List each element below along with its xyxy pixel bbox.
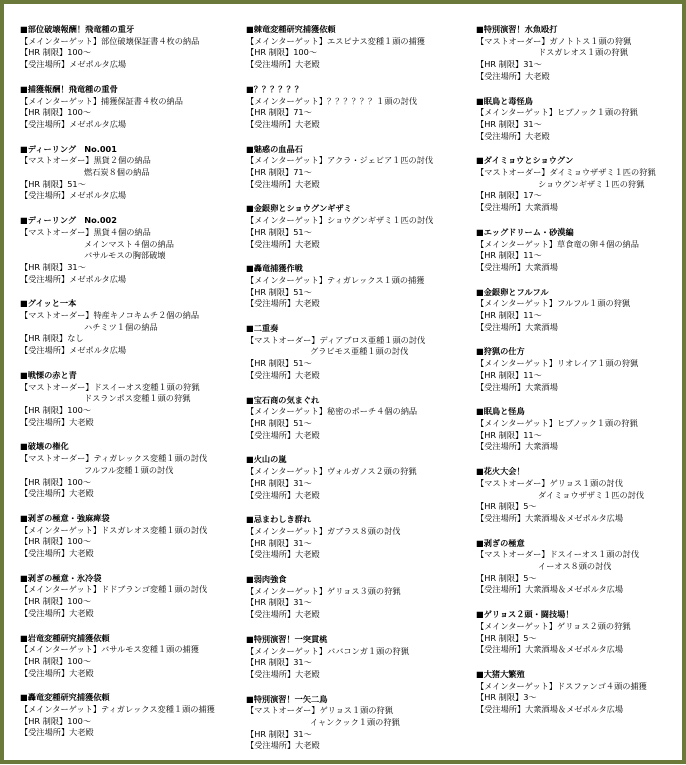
quest-detail: 【マストオーダー】ドスイーオス１頭の討伐 — [476, 549, 640, 560]
quest-entry — [246, 203, 472, 250]
quest-detail: 【マストオーダー】ゲリョス１頭の討伐 — [476, 477, 623, 488]
quest-column-3 — [476, 24, 682, 729]
quest-detail: 【HR 制限】31～ — [246, 657, 312, 668]
quest-detail: 【HR 制限】100～ — [20, 107, 92, 118]
quest-detail: 【受注場所】大衆酒場＆メゼポルタ広場 — [476, 644, 624, 655]
quest-detail: 【HR 制限】31～ — [20, 261, 86, 272]
quest-detail: 【HR 制限】17～ — [476, 190, 542, 201]
quest-detail-continued: フルフル変種１頭の討伐 — [84, 464, 174, 475]
quest-detail-continued: イャンクック１頭の狩猟 — [310, 717, 400, 728]
quest-detail: 【メインターゲット】ババコンガ１頭の狩猟 — [246, 645, 409, 656]
quest-detail: 【HR 制限】31～ — [246, 597, 312, 608]
quest-entry — [246, 634, 472, 681]
quest-detail-continued: ダイミョウザザミ１匹の討伐 — [538, 489, 645, 500]
quest-detail: 【受注場所】大老殿 — [246, 238, 320, 249]
quest-detail-continued: 燃石炭８個の納品 — [84, 167, 150, 178]
quest-detail-continued: バサルモスの胸部破壊 — [84, 250, 166, 261]
quest-detail: 【メインターゲット】ドスファンゴ４頭の捕獲 — [476, 680, 647, 691]
quest-detail: 【HR 制限】5～ — [476, 501, 537, 512]
quest-detail: 【メインターゲット】部位破壊保証書４枚の納品 — [20, 35, 200, 46]
quest-entry — [476, 227, 682, 274]
quest-detail: 【受注場所】大老殿 — [246, 429, 320, 440]
quest-detail: 【受注場所】大老殿 — [20, 488, 94, 499]
quest-title: ■部位破壊報酬！飛竜種の重牙 — [20, 24, 135, 34]
quest-detail: 【マストオーダー】ディアブロス亜種１頭の討伐 — [246, 334, 426, 345]
quest-entry — [246, 24, 472, 71]
quest-detail: 【受注場所】大老殿 — [246, 298, 320, 309]
quest-title: ■？？？？？？ — [246, 83, 303, 94]
quest-title: ■岩竜変種研究捕獲依頼 — [20, 632, 110, 643]
quest-detail: 【メインターゲット】ゲリョス３頭の狩猟 — [246, 585, 401, 596]
quest-detail: 【受注場所】大衆酒場 — [476, 202, 558, 213]
quest-entry — [20, 573, 240, 620]
quest-detail: 【メインターゲット】フルフル１頭の狩猟 — [476, 298, 631, 309]
quest-title: ■轟竜捕獲作戦 — [246, 263, 303, 274]
quest-detail: 【メインターゲット】草食竜の卵４個の納品 — [476, 238, 639, 249]
quest-detail: 【メインターゲット】ガブラス８頭の討伐 — [246, 525, 401, 536]
quest-title: ■金銀卵とフルフル — [476, 286, 549, 297]
quest-entry — [476, 609, 682, 656]
quest-title: ■眠鳥と怪鳥 — [476, 406, 525, 417]
quest-entry — [476, 96, 682, 143]
quest-detail: 【HR 制限】51～ — [246, 417, 312, 428]
quest-detail: 【HR 制限】71～ — [246, 167, 312, 178]
quest-detail: 【受注場所】大老殿 — [246, 369, 320, 380]
quest-detail: 【HR 制限】31～ — [476, 118, 542, 129]
quest-detail: 【受注場所】大衆酒場＆メゼポルタ広場 — [476, 704, 624, 715]
quest-detail: 【メインターゲット】ヒプノック１頭の狩猟 — [476, 107, 638, 118]
quest-detail: 【受注場所】大老殿 — [20, 416, 94, 427]
quest-detail: 【マストオーダー】ゲリョス１頭の狩猟 — [246, 705, 393, 716]
quest-detail: 【メインターゲット】秘密のポーチ４個の納品 — [246, 406, 418, 417]
quest-title: ■忌まわしき群れ — [246, 514, 312, 525]
quest-title: ■破壊の権化 — [20, 441, 69, 452]
quest-entry — [246, 323, 472, 382]
quest-detail: 【受注場所】大衆酒場 — [476, 321, 558, 332]
quest-detail: 【マストオーダー】ティガレックス変種１頭の討伐 — [20, 453, 208, 464]
quest-detail: 【受注場所】大老殿 — [246, 118, 320, 129]
quest-detail: 【メインターゲット】ショウグンギザミ１匹の討伐 — [246, 215, 434, 226]
quest-detail: 【受注場所】大老殿 — [246, 178, 320, 189]
quest-detail: 【マストオーダー】黒貨４個の納品 — [20, 226, 151, 237]
quest-detail: 【マストオーダー】黒貨２個の納品 — [20, 155, 151, 166]
quest-detail: 【HR 制限】11～ — [476, 429, 542, 440]
quest-detail: 【メインターゲット】ドスガレオス変種１頭の討伐 — [20, 524, 208, 535]
quest-title: ■魅惑の血晶石 — [246, 143, 303, 154]
quest-detail: 【メインターゲット】捕獲保証書４枚の納品 — [20, 95, 183, 106]
quest-detail: 【メインターゲット】バサルモス変種１頭の捕獲 — [20, 644, 199, 655]
quest-detail: 【受注場所】メゼポルタ広場 — [20, 118, 127, 129]
quest-entry — [246, 454, 472, 501]
quest-detail: 【HR 制限】31～ — [246, 477, 312, 488]
quest-title: ■剥ぎの極意 — [476, 537, 525, 548]
quest-title: ■剥ぎの極意・強麻痺袋 — [20, 512, 110, 523]
quest-detail: 【HR 制限】5～ — [476, 572, 537, 583]
quest-entry — [246, 395, 472, 442]
quest-title: ■特別演習！水魚殴打 — [476, 24, 558, 34]
quest-detail-continued: ドスガレオス１頭の狩猟 — [538, 47, 628, 58]
quest-column-1 — [20, 24, 240, 752]
quest-detail-continued: イーオス８頭の討伐 — [538, 561, 612, 572]
quest-title: ■ディーリング No.002 — [20, 215, 117, 226]
quest-detail-continued: グラビモス亜種１頭の討伐 — [310, 346, 409, 357]
quest-detail: 【HR 制限】71～ — [246, 107, 312, 118]
quest-entry — [476, 287, 682, 334]
quest-entry — [20, 513, 240, 560]
quest-detail: 【受注場所】大老殿 — [476, 130, 550, 141]
quest-title: ■二重奏 — [246, 323, 279, 334]
quest-title: ■宝石商の気まぐれ — [246, 394, 320, 405]
quest-detail: 【受注場所】大老殿 — [246, 668, 320, 679]
quest-detail: 【HR 制限】100～ — [246, 47, 318, 58]
quest-detail: 【受注場所】大老殿 — [20, 667, 94, 678]
quest-detail: 【受注場所】メゼポルタ広場 — [20, 273, 127, 284]
quest-detail: 【受注場所】大衆酒場＆メゼポルタ広場 — [476, 584, 624, 595]
quest-entry — [20, 441, 240, 500]
quest-detail: 【HR 制限】100～ — [20, 596, 92, 607]
quest-detail: 【マストオーダー】ダイミョウザザミ１匹の狩猟 — [476, 167, 656, 178]
quest-entry — [476, 466, 682, 525]
quest-entry — [476, 669, 682, 716]
quest-entry — [20, 24, 240, 71]
quest-entry — [20, 692, 240, 739]
quest-title: ■エッグドリーム・砂漠編 — [476, 226, 574, 237]
quest-detail: 【マストオーダー】ガノトトス１頭の狩猟 — [476, 35, 632, 46]
quest-title: ■捕獲報酬！飛竜種の重骨 — [20, 83, 118, 94]
quest-detail: 【受注場所】大老殿 — [246, 489, 320, 500]
quest-detail: 【HR 制限】31～ — [476, 59, 542, 70]
quest-entry — [20, 633, 240, 680]
quest-title: ■花火大会！ — [476, 466, 525, 477]
quest-title: ■特別演習！一矢二鳥 — [246, 693, 328, 704]
quest-detail: 【HR 制限】11～ — [476, 250, 542, 261]
quest-title: ■眠鳥と毒怪鳥 — [476, 95, 533, 106]
quest-detail: 【メインターゲット】アクラ・ジェビア１匹の討伐 — [246, 155, 434, 166]
quest-detail: 【HR 制限】51～ — [246, 286, 312, 297]
quest-entry — [246, 263, 472, 310]
quest-detail: 【HR 制限】51～ — [246, 226, 312, 237]
quest-detail: 【受注場所】大老殿 — [20, 727, 94, 738]
quest-detail: 【HR 制限】100～ — [20, 655, 92, 666]
quest-title: ■グイッと一本 — [20, 298, 77, 309]
quest-detail-continued: ハチミツ１個の納品 — [84, 321, 158, 332]
quest-detail: 【HR 制限】5～ — [476, 632, 537, 643]
quest-title: ■轟竜変種研究捕獲依頼 — [20, 692, 110, 703]
quest-detail: 【HR 制限】31～ — [246, 537, 312, 548]
quest-title: ■ダイミョウとショウグン — [476, 155, 574, 166]
quest-detail: 【受注場所】大老殿 — [246, 549, 320, 560]
quest-detail: 【メインターゲット】リオレイア１頭の狩猟 — [476, 358, 639, 369]
quest-detail-continued: ショウグンギザミ１匹の狩猟 — [538, 178, 645, 189]
quest-detail: 【受注場所】メゼポルタ広場 — [20, 190, 127, 201]
quest-detail: 【HR 制限】31～ — [246, 728, 312, 739]
quest-detail: 【HR 制限】3～ — [476, 692, 537, 703]
quest-entry — [476, 346, 682, 393]
quest-entry — [20, 144, 240, 203]
quest-title: ■特別演習！一突貫桃 — [246, 633, 328, 644]
quest-entry — [20, 298, 240, 357]
quest-entry — [20, 370, 240, 429]
quest-entry — [246, 144, 472, 191]
quest-detail: 【メインターゲット】ヒプノック１頭の狩猟 — [476, 417, 638, 428]
quest-detail: 【受注場所】大老殿 — [246, 740, 320, 751]
quest-detail: 【HR 制限】100～ — [20, 404, 92, 415]
quest-title: ■大猪大繁殖 — [476, 668, 525, 679]
quest-detail: 【HR 制限】100～ — [20, 715, 92, 726]
quest-detail: 【受注場所】大老殿 — [246, 59, 320, 70]
quest-detail: 【HR 制限】なし — [20, 333, 84, 344]
quest-entry — [20, 215, 240, 285]
quest-entry — [476, 155, 682, 214]
quest-title: ■狩猟の仕方 — [476, 346, 525, 357]
quest-detail: 【受注場所】大老殿 — [246, 609, 320, 620]
quest-detail: 【メインターゲット】ドドブランゴ変種１頭の討伐 — [20, 584, 208, 595]
quest-detail-continued: メインマスト４個の納品 — [84, 238, 174, 249]
quest-detail: 【受注場所】大老殿 — [20, 548, 94, 559]
quest-title: ■剥ぎの極意・氷冷袋 — [20, 572, 102, 583]
quest-detail: 【HR 制限】11～ — [476, 369, 542, 380]
quest-detail-continued: ドスランポス変種１頭の狩猟 — [84, 393, 191, 404]
quest-title: ■弱肉強食 — [246, 574, 287, 585]
quest-detail: 【メインターゲット】ゲリョス２頭の狩猟 — [476, 620, 631, 631]
quest-entry — [246, 84, 472, 131]
quest-detail: 【マストオーダー】特産キノコキムチ２個の納品 — [20, 310, 200, 321]
quest-detail: 【受注場所】大衆酒場 — [476, 261, 558, 272]
quest-detail: 【受注場所】大老殿 — [476, 70, 550, 81]
quest-detail: 【受注場所】大衆酒場 — [476, 441, 558, 452]
quest-entry — [246, 694, 472, 753]
quest-title: ■棘竜変種研究捕獲依頼 — [246, 24, 336, 34]
quest-entry — [476, 24, 682, 83]
quest-title: ■火山の嵐 — [246, 454, 287, 465]
quest-detail: 【受注場所】メゼポルタ広場 — [20, 59, 127, 70]
quest-detail: 【受注場所】メゼポルタ広場 — [20, 345, 127, 356]
quest-entry — [476, 538, 682, 597]
quest-title: ■ディーリング No.001 — [20, 143, 117, 154]
quest-detail: 【マストオーダー】ドスイーオス変種１頭の狩猟 — [20, 381, 200, 392]
quest-detail: 【メインターゲット】ティガレックス１頭の捕獲 — [246, 274, 425, 285]
quest-detail: 【HR 制限】11～ — [476, 310, 542, 321]
quest-detail: 【メインターゲット】エスピナス変種１頭の捕獲 — [246, 35, 425, 46]
quest-detail: 【メインターゲット】ヴォルガノス２頭の狩猟 — [246, 466, 417, 477]
quest-detail: 【受注場所】大老殿 — [20, 607, 94, 618]
quest-detail: 【HR 制限】100～ — [20, 47, 92, 58]
quest-detail: 【HR 制限】100～ — [20, 536, 92, 547]
quest-entry — [476, 406, 682, 453]
quest-detail: 【HR 制限】51～ — [246, 358, 312, 369]
quest-title: ■戦慄の赤と青 — [20, 369, 77, 380]
quest-entry — [20, 84, 240, 131]
quest-title: ■金銀卵とショウグンギザミ — [246, 203, 352, 214]
quest-detail: 【受注場所】大衆酒場＆メゼポルタ広場 — [476, 512, 624, 523]
quest-detail: 【メインターゲット】ティガレックス変種１頭の捕獲 — [20, 704, 215, 715]
quest-title: ■ゲリョス２頭・闘技場！ — [476, 609, 574, 620]
quest-entry — [246, 574, 472, 621]
quest-detail: 【HR 制限】100～ — [20, 476, 92, 487]
quest-detail: 【メインターゲット】？？？？？？１頭の討伐 — [246, 95, 418, 106]
quest-column-2 — [246, 24, 472, 765]
quest-detail: 【受注場所】大衆酒場 — [476, 381, 558, 392]
quest-entry — [246, 514, 472, 561]
quest-detail: 【HR 制限】51～ — [20, 178, 86, 189]
